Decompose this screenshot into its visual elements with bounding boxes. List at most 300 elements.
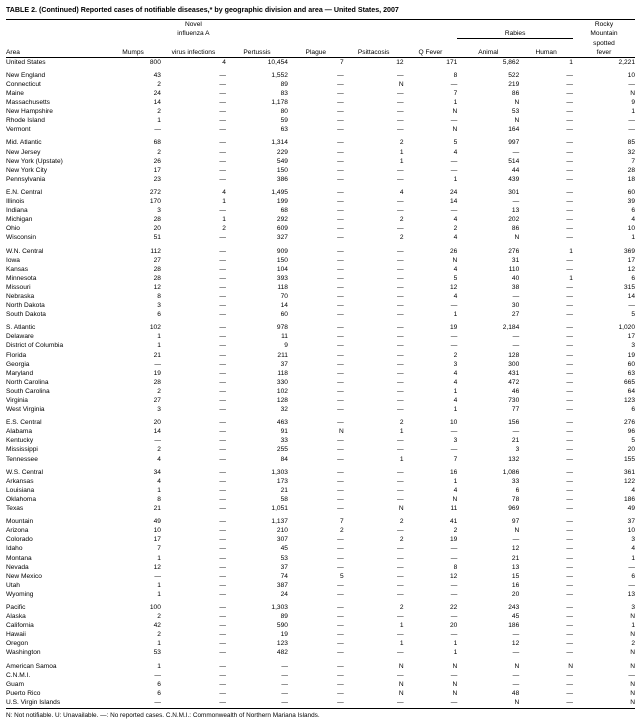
table-row xyxy=(6,486,635,495)
row-value-4: — xyxy=(397,265,404,273)
row-value-7: — xyxy=(566,71,573,79)
row-value-3: — xyxy=(337,369,344,377)
row-value-8: 10 xyxy=(627,225,635,233)
row-value-7: — xyxy=(566,689,573,697)
row-value-5: N xyxy=(452,662,458,670)
row-value-4: — xyxy=(397,247,404,255)
row-value-4: — xyxy=(397,302,404,310)
row-value-1: — xyxy=(219,148,226,156)
row-value-8: 14 xyxy=(627,292,635,300)
row-value-8: 3 xyxy=(631,342,635,350)
row-value-5: 3 xyxy=(453,360,458,368)
row-value-7: — xyxy=(566,698,573,706)
table-row xyxy=(6,283,635,292)
row-value-0: 28 xyxy=(153,265,161,273)
row-value-4: — xyxy=(397,563,404,571)
row-value-6: 12 xyxy=(511,545,520,553)
row-area-label: Indiana xyxy=(6,207,28,215)
row-value-0: — xyxy=(154,572,161,580)
row-value-2: 1,314 xyxy=(271,139,288,147)
row-value-3: — xyxy=(337,117,344,125)
row-value-4: — xyxy=(397,437,404,445)
row-value-8: 155 xyxy=(623,455,635,463)
row-value-8: — xyxy=(628,126,635,134)
row-value-5: — xyxy=(450,581,458,589)
row-value-1: — xyxy=(219,311,226,319)
row-value-5: — xyxy=(450,157,458,165)
row-value-3: — xyxy=(337,545,344,553)
table-row xyxy=(6,98,635,107)
row-value-1: — xyxy=(219,126,226,134)
row-value-1: 1 xyxy=(222,198,226,206)
row-value-4: — xyxy=(397,369,404,377)
row-value-8: 60 xyxy=(627,188,635,196)
table-row xyxy=(6,639,635,648)
row-value-4: — xyxy=(397,397,404,405)
header-rmsf-line4: fever xyxy=(573,48,635,58)
row-value-0: 1 xyxy=(157,581,161,589)
table-row xyxy=(6,138,635,147)
row-value-5: — xyxy=(450,117,458,125)
row-value-1: — xyxy=(219,378,226,386)
row-value-2: 1,303 xyxy=(271,603,288,611)
row-value-2: 1,178 xyxy=(271,99,288,107)
row-value-6: — xyxy=(512,198,520,206)
row-value-8: 123 xyxy=(623,397,635,405)
row-value-8: 5 xyxy=(631,437,635,445)
row-value-3: — xyxy=(337,274,344,282)
row-value-0: 20 xyxy=(153,419,161,427)
header-plague-blank xyxy=(288,19,344,29)
row-value-6: 46 xyxy=(511,387,520,395)
row-value-0: 2 xyxy=(157,80,161,88)
row-value-7: — xyxy=(566,225,573,233)
row-area-label: New Hampshire xyxy=(6,108,53,116)
row-value-0: 102 xyxy=(149,324,161,332)
row-value-3: — xyxy=(337,649,344,657)
row-value-6: 431 xyxy=(508,369,520,377)
row-value-5: 4 xyxy=(453,234,458,242)
row-value-2: 482 xyxy=(276,649,288,657)
row-area-label: California xyxy=(6,622,34,630)
row-value-4: — xyxy=(397,360,404,368)
row-value-3: 7 xyxy=(340,518,344,526)
row-value-1: — xyxy=(219,563,226,571)
row-value-6: 45 xyxy=(511,613,520,621)
row-value-0: 7 xyxy=(157,545,161,553)
row-value-2: 63 xyxy=(280,126,288,134)
row-value-5: — xyxy=(450,545,458,553)
row-area-label: Colorado xyxy=(6,536,33,544)
row-value-7: — xyxy=(566,545,573,553)
row-value-3: — xyxy=(337,225,344,233)
row-value-3: — xyxy=(337,689,344,697)
row-value-4: — xyxy=(397,581,404,589)
row-value-8: 4 xyxy=(631,216,635,224)
row-value-7: — xyxy=(566,495,573,503)
row-value-1: 2 xyxy=(222,225,226,233)
row-area-label: New York (Upstate) xyxy=(6,157,63,165)
row-area-label: Mississippi xyxy=(6,446,38,454)
row-area-label: Nebraska xyxy=(6,292,35,300)
row-value-7: — xyxy=(566,292,573,300)
row-value-7: — xyxy=(566,117,573,125)
row-value-2: 58 xyxy=(280,495,288,503)
row-value-3: — xyxy=(337,419,344,427)
row-value-2: 9 xyxy=(284,342,288,350)
row-value-2: — xyxy=(281,662,288,670)
header-rmsf-line1: Rocky xyxy=(594,20,614,28)
row-value-2: 68 xyxy=(280,207,288,215)
row-value-1: — xyxy=(219,351,226,359)
row-value-0: 34 xyxy=(153,468,161,476)
row-value-6: 156 xyxy=(508,419,520,427)
row-area-label: Puerto Rico xyxy=(6,689,41,697)
table-row xyxy=(6,517,635,526)
table-row xyxy=(6,468,635,477)
row-value-1: — xyxy=(219,265,226,273)
row-value-5: 11 xyxy=(450,505,458,513)
row-value-1: — xyxy=(219,369,226,377)
row-value-7: — xyxy=(566,419,573,427)
row-value-2: 70 xyxy=(280,292,288,300)
row-value-3: — xyxy=(337,108,344,116)
row-area-label: Alabama xyxy=(6,428,33,436)
row-value-3: — xyxy=(337,698,344,706)
row-value-1: — xyxy=(219,360,226,368)
row-value-2: 10,454 xyxy=(267,58,288,66)
row-value-3: — xyxy=(337,90,344,98)
row-value-0: 68 xyxy=(153,139,161,147)
row-value-6: — xyxy=(512,342,520,350)
row-value-5: 26 xyxy=(449,247,458,255)
row-value-2: 211 xyxy=(277,351,288,359)
row-value-6: 6 xyxy=(515,486,520,494)
row-value-8: N xyxy=(630,90,635,98)
row-value-6: 997 xyxy=(508,139,520,147)
table-row xyxy=(6,680,635,689)
row-value-3: — xyxy=(337,207,344,215)
row-value-6: N xyxy=(514,662,520,670)
row-value-1: — xyxy=(219,477,226,485)
table-row xyxy=(6,215,635,224)
row-value-7: — xyxy=(566,455,573,463)
row-value-1: — xyxy=(219,631,226,639)
row-value-6: 21 xyxy=(511,437,520,445)
row-value-5: — xyxy=(450,428,458,436)
row-value-1: — xyxy=(219,117,226,125)
row-value-7: — xyxy=(566,468,573,476)
row-value-1: — xyxy=(219,247,226,255)
row-value-7: — xyxy=(566,527,573,535)
row-value-3: — xyxy=(337,265,344,273)
row-value-1: — xyxy=(219,324,226,332)
row-value-2: 609 xyxy=(276,225,288,233)
row-value-3: — xyxy=(337,563,344,571)
table-row xyxy=(6,247,635,256)
row-value-0: 10 xyxy=(153,527,161,535)
table-row xyxy=(6,621,635,630)
row-value-4: — xyxy=(397,486,404,494)
row-value-5: 4 xyxy=(453,486,458,494)
row-value-6: 15 xyxy=(511,572,520,580)
row-value-4: — xyxy=(397,495,404,503)
row-value-5: 12 xyxy=(449,572,458,580)
row-value-8: 315 xyxy=(623,283,635,291)
row-value-6: — xyxy=(512,333,520,341)
row-value-7: — xyxy=(566,581,573,589)
row-value-8: N xyxy=(630,649,635,657)
row-value-1: — xyxy=(219,207,226,215)
row-value-2: 123 xyxy=(276,640,288,648)
row-value-2: 53 xyxy=(280,554,288,562)
row-area-label: Kansas xyxy=(6,265,28,273)
row-value-0: — xyxy=(154,437,161,445)
table-row xyxy=(6,166,635,175)
row-value-8: N xyxy=(630,613,635,621)
row-value-4: N xyxy=(398,505,404,513)
row-value-2: 1,051 xyxy=(271,505,288,513)
row-value-3: — xyxy=(337,148,344,156)
header-rabies-group: Rabies xyxy=(457,29,573,39)
row-value-3: — xyxy=(337,581,344,589)
row-value-5: 2 xyxy=(453,351,458,359)
row-value-0: 12 xyxy=(153,563,161,571)
table-row xyxy=(6,369,635,378)
row-value-6: 439 xyxy=(508,175,520,183)
row-area-label: E.S. Central xyxy=(6,419,42,427)
row-value-6: 969 xyxy=(508,505,520,513)
row-value-1: — xyxy=(219,139,226,147)
row-value-6: 16 xyxy=(511,581,520,589)
row-value-6: 472 xyxy=(508,378,520,386)
row-value-3: — xyxy=(337,198,344,206)
row-value-4: — xyxy=(397,292,404,300)
row-value-4: — xyxy=(397,468,404,476)
row-area-label: Alaska xyxy=(6,613,26,621)
row-value-7: — xyxy=(566,378,573,386)
row-value-7: — xyxy=(566,148,573,156)
row-value-8: — xyxy=(628,563,635,571)
row-value-5: 16 xyxy=(449,468,458,476)
row-value-8: 17 xyxy=(627,333,635,341)
header-qfever: Q Fever xyxy=(404,48,458,58)
row-value-8: 63 xyxy=(627,369,635,377)
table-row xyxy=(6,206,635,215)
row-value-0: 1 xyxy=(157,590,161,598)
row-value-8: — xyxy=(628,581,635,589)
row-value-0: 1 xyxy=(157,486,161,494)
row-value-1: — xyxy=(219,518,226,526)
row-value-8: 37 xyxy=(627,518,635,526)
row-value-5: 41 xyxy=(449,518,458,526)
row-value-5: 8 xyxy=(453,71,458,79)
row-value-4: — xyxy=(397,108,404,116)
row-value-1: — xyxy=(219,406,226,414)
row-value-4: — xyxy=(397,631,404,639)
header-novel-influenza-line2: influenza A xyxy=(177,30,210,38)
row-value-7: — xyxy=(566,234,573,242)
row-value-5: N xyxy=(452,108,458,116)
table-row xyxy=(6,148,635,157)
row-value-4: — xyxy=(397,446,404,454)
row-value-1: — xyxy=(219,590,226,598)
row-area-label: West Virginia xyxy=(6,406,45,414)
row-area-label: W.S. Central xyxy=(6,468,44,476)
row-value-3: — xyxy=(337,188,344,196)
row-value-8: 361 xyxy=(623,468,635,476)
row-value-6: 5,862 xyxy=(502,58,520,66)
row-value-4: — xyxy=(397,256,404,264)
row-value-0: 2 xyxy=(157,148,161,156)
row-value-6: 86 xyxy=(511,225,520,233)
row-value-6: 219 xyxy=(508,80,520,88)
table-row xyxy=(6,71,635,80)
row-value-4: 1 xyxy=(399,157,404,165)
row-value-5: 8 xyxy=(453,563,458,571)
table-title: TABLE 2. (Continued) Reported cases of notifiable diseases,* by geographic division and area — United States, 2007 xyxy=(6,6,399,14)
row-value-0: 1 xyxy=(157,333,161,341)
row-area-label: Montana xyxy=(6,554,32,562)
row-value-6: 21 xyxy=(511,554,520,562)
row-value-6: 27 xyxy=(511,311,520,319)
row-value-4: 2 xyxy=(399,419,404,427)
row-value-2: 89 xyxy=(280,80,288,88)
row-value-4: — xyxy=(397,554,404,562)
table-body xyxy=(6,57,635,707)
table-row xyxy=(6,256,635,265)
row-value-1: — xyxy=(219,274,226,282)
row-value-8: 2 xyxy=(631,640,635,648)
row-value-8: 1 xyxy=(631,108,635,116)
row-value-0: 2 xyxy=(157,446,161,454)
row-value-3: — xyxy=(337,139,344,147)
row-area-label: New England xyxy=(6,71,46,79)
row-value-2: 173 xyxy=(276,477,288,485)
row-value-0: 100 xyxy=(149,603,161,611)
row-value-8: 96 xyxy=(627,428,635,436)
row-area-label: Arizona xyxy=(6,527,29,535)
row-value-8: N xyxy=(630,698,635,706)
row-area-label: Wyoming xyxy=(6,590,34,598)
row-value-8: 3 xyxy=(631,536,635,544)
row-value-5: 3 xyxy=(453,437,458,445)
table-row xyxy=(6,116,635,125)
row-value-6: N xyxy=(514,117,520,125)
row-value-3: — xyxy=(337,495,344,503)
row-value-2: 60 xyxy=(280,311,288,319)
header-rabies-human: Human xyxy=(519,48,573,58)
row-value-6: — xyxy=(512,536,520,544)
row-value-5: 14 xyxy=(449,198,458,206)
row-value-8: — xyxy=(628,80,635,88)
row-value-2: — xyxy=(281,689,288,697)
row-value-7: — xyxy=(566,324,573,332)
row-value-5: 7 xyxy=(453,90,458,98)
row-value-0: 14 xyxy=(153,428,161,436)
row-value-8: 665 xyxy=(623,378,635,386)
row-value-5: 2 xyxy=(453,527,458,535)
table-row xyxy=(6,341,635,350)
row-value-0: 272 xyxy=(149,188,161,196)
row-value-6: 300 xyxy=(508,360,520,368)
row-area-label: Oklahoma xyxy=(6,495,37,503)
table-row xyxy=(6,274,635,283)
row-value-1: — xyxy=(219,662,226,670)
notifiable-diseases-table xyxy=(6,19,635,707)
row-value-7: — xyxy=(566,333,573,341)
row-value-0: 3 xyxy=(157,207,161,215)
row-value-7: — xyxy=(566,554,573,562)
row-value-2: 590 xyxy=(276,622,288,630)
row-value-1: — xyxy=(219,689,226,697)
row-area-label: South Carolina xyxy=(6,387,50,395)
row-value-6: 13 xyxy=(511,207,520,215)
row-value-8: 19 xyxy=(627,351,635,359)
row-value-3: — xyxy=(337,536,344,544)
row-value-1: — xyxy=(219,455,226,463)
row-value-0: 1 xyxy=(157,554,161,562)
table-row xyxy=(6,495,635,504)
row-value-4: 1 xyxy=(399,622,404,630)
row-value-7: — xyxy=(566,613,573,621)
row-area-label: North Carolina xyxy=(6,378,49,386)
row-value-8: 49 xyxy=(627,505,635,513)
row-value-0: 1 xyxy=(157,640,161,648)
table-row xyxy=(6,526,635,535)
row-value-0: 14 xyxy=(153,99,161,107)
table-row xyxy=(6,224,635,233)
row-value-3: — xyxy=(337,333,344,341)
row-value-6: 78 xyxy=(511,495,520,503)
row-value-7: — xyxy=(566,108,573,116)
row-value-0: 21 xyxy=(153,351,161,359)
row-value-3: — xyxy=(337,99,344,107)
row-area-label: Louisiana xyxy=(6,486,35,494)
row-value-2: 37 xyxy=(280,360,288,368)
row-value-8: N xyxy=(630,680,635,688)
table-row xyxy=(6,89,635,98)
row-value-5: 19 xyxy=(449,324,458,332)
row-value-3: — xyxy=(337,662,344,670)
row-value-0: — xyxy=(154,698,161,706)
row-value-4: — xyxy=(397,545,404,553)
row-value-2: 21 xyxy=(280,486,288,494)
row-value-8: 64 xyxy=(627,387,635,395)
row-value-8: — xyxy=(628,302,635,310)
row-area-label: Ohio xyxy=(6,225,20,233)
table-row xyxy=(6,188,635,197)
row-value-8: 276 xyxy=(623,419,635,427)
row-area-label: United States xyxy=(6,58,46,66)
header-rabies-animal: Animal xyxy=(457,48,519,58)
row-value-6: — xyxy=(512,148,520,156)
row-value-1: — xyxy=(219,613,226,621)
row-value-3: — xyxy=(337,342,344,350)
row-area-label: Pacific xyxy=(6,603,26,611)
row-value-1: — xyxy=(219,554,226,562)
row-value-6: 2,184 xyxy=(502,324,520,332)
row-value-5: N xyxy=(452,689,458,697)
table-row xyxy=(6,310,635,319)
row-value-7: — xyxy=(566,311,573,319)
row-area-label: Virginia xyxy=(6,397,28,405)
row-value-8: 1 xyxy=(631,622,635,630)
row-value-8: 6 xyxy=(631,207,635,215)
row-value-2: 33 xyxy=(280,437,288,445)
row-value-5: — xyxy=(450,613,458,621)
row-value-1: — xyxy=(219,166,226,174)
